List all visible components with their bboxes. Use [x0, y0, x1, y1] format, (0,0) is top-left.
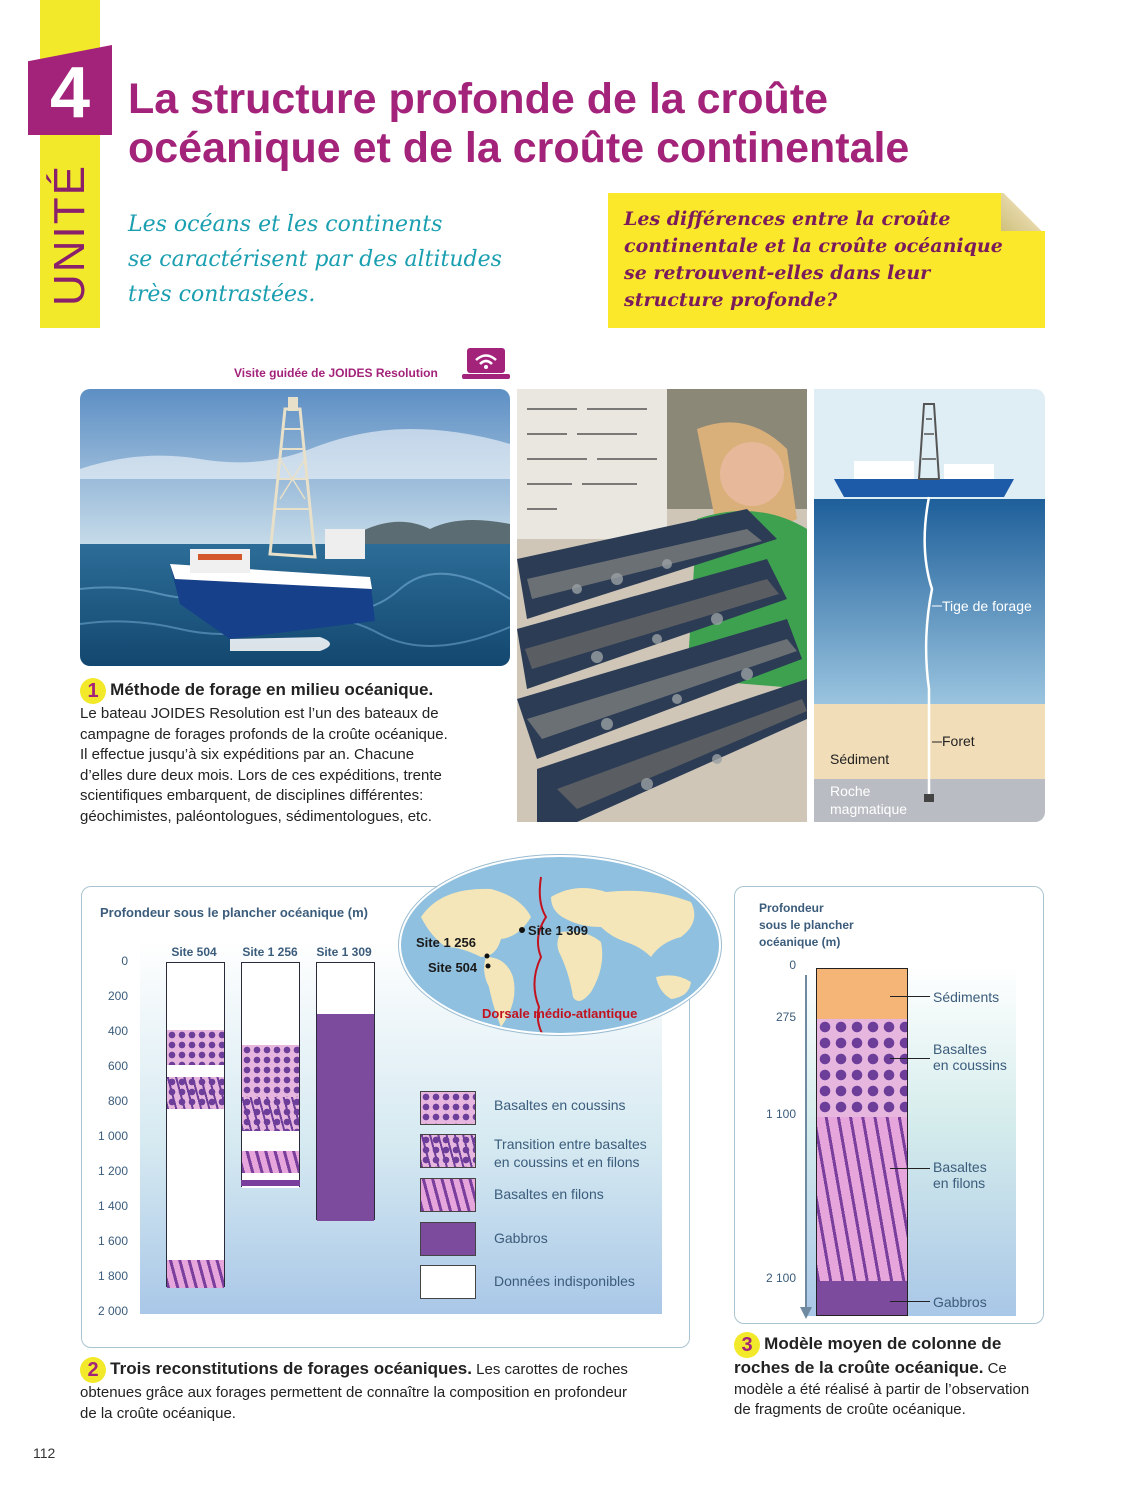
- doc1-line-6: géochimistes, paléontologues, sédimentologues, etc.: [80, 807, 432, 825]
- tick-label: 1 600: [97, 1234, 128, 1248]
- tick-label: 200: [107, 989, 128, 1003]
- title-line-2: océanique et de la croûte continentale: [128, 124, 910, 172]
- tick-label: 1 800: [97, 1269, 128, 1283]
- legend-pillow-swatch: [420, 1091, 476, 1125]
- fig3-tick: 1 100: [765, 1107, 796, 1121]
- title-line-1: La structure profonde de la croûte: [128, 75, 829, 123]
- tick-label: 800: [107, 1094, 128, 1108]
- doc1-line-3: Il effectue jusqu’à six expéditions par an. Chacune: [80, 746, 415, 763]
- doc-number-badge: 3: [734, 1332, 760, 1358]
- depth-axis-arrow: [800, 975, 812, 1320]
- gabbro-layer: [817, 1281, 907, 1316]
- legend-gabbro-label: Gabbros: [494, 1230, 548, 1246]
- tick-label: 1 000: [97, 1129, 128, 1143]
- leader-line: [890, 1168, 930, 1169]
- nodata-segment: [167, 1065, 224, 1077]
- gabbro-segment: [317, 1014, 374, 1221]
- fig3-axis-line-1: Profondeur: [759, 901, 824, 915]
- sheeted-dyke-layer: [817, 1117, 907, 1281]
- fig3-tick: 2 100: [765, 1271, 796, 1285]
- site-1309-label: Site 1 309: [316, 945, 372, 959]
- pillow-basalt-label-line-1: Basaltes: [933, 1041, 987, 1057]
- intro-text: [128, 207, 568, 312]
- tick-label: 2 000: [97, 1304, 128, 1318]
- page-title: [128, 75, 1088, 173]
- drill-bit-label: Foret: [942, 733, 975, 749]
- unit-number: 4: [49, 53, 91, 133]
- legend-nodata-label: Données indisponibles: [494, 1273, 635, 1289]
- caption-doc1: [80, 678, 510, 827]
- gabbro-label: Gabbros: [933, 1294, 987, 1310]
- fig3-axis-line-2: sous le plancher: [759, 918, 854, 932]
- tick-label: 0: [121, 954, 128, 968]
- fig3-tick: 0: [789, 958, 796, 972]
- question-line-3: se retrouvent-elles dans leur: [624, 262, 931, 284]
- site-504-label: Site 504: [171, 945, 217, 959]
- problem-question: [624, 206, 1034, 314]
- doc2-title: Trois reconstitutions de forages océaniques.: [110, 1358, 472, 1378]
- tick-label: 600: [107, 1059, 128, 1073]
- site-1309-map-label: Site 1 309: [528, 923, 588, 938]
- pillow-basalt-layer: [817, 1019, 907, 1117]
- tick-label: 400: [107, 1024, 128, 1038]
- site-504-map-label: Site 504: [428, 960, 478, 975]
- legend-pillow-label: Basaltes en coussins: [494, 1097, 626, 1113]
- doc1-line-1: Le bateau JOIDES Resolution est l’un des bateaux de: [80, 705, 439, 722]
- legend-dyke-label: Basaltes en filons: [494, 1186, 604, 1202]
- sediments-label: Sédiments: [933, 989, 1000, 1005]
- magmatic-rock-line-1: Roche: [830, 783, 871, 799]
- tick-label: 1 200: [97, 1164, 128, 1178]
- doc3-line-3: modèle a été réalisé à partir de l’observation: [734, 1380, 1030, 1398]
- unit-word-text: UNITÉ: [45, 164, 94, 306]
- site-1256-map-label: Site 1 256: [416, 935, 476, 950]
- fig3-tick: 275: [775, 1010, 796, 1024]
- doc1-title: Méthode de forage en milieu océanique.: [110, 679, 434, 699]
- site-1309-column: [316, 962, 375, 1220]
- transition-segment: [242, 1097, 299, 1131]
- doc3-line-4: de fragments de croûte océanique.: [734, 1401, 966, 1418]
- doc1-line-4: d’elles dure deux mois. Lors de ces expéditions, trente: [80, 766, 442, 784]
- legend-transition-swatch: [420, 1134, 476, 1168]
- magmatic-rock-line-2: magmatique: [830, 801, 908, 817]
- question-line-2: continentale et la croûte océanique: [624, 235, 1003, 257]
- visit-link[interactable]: Visite guidée de JOIDES Resolution: [234, 366, 438, 380]
- doc-number-badge: 2: [80, 1357, 106, 1383]
- caption-doc3: [734, 1332, 1054, 1421]
- doc2-text-start: Les carottes de roches: [476, 1360, 628, 1378]
- magmatic-rock-label: [830, 782, 907, 818]
- nodata-segment: [242, 1131, 299, 1151]
- sheeted-dyke-segment: [242, 1151, 299, 1173]
- fig3-axis-line-3: océanique (m): [759, 935, 841, 949]
- caption-doc2: [80, 1357, 700, 1424]
- legend-transition-label: [494, 1135, 647, 1171]
- leader-line: [890, 996, 930, 997]
- sheeted-dyke-segment: [167, 1260, 224, 1288]
- nodata-segment: [317, 963, 374, 1014]
- intro-line-3: très contrastées.: [128, 282, 316, 307]
- average-crust-column: [816, 968, 908, 1316]
- doc3-title-line-2: roches de la croûte océanique.: [734, 1358, 984, 1377]
- intro-line-1: Les océans et les continents: [128, 212, 443, 237]
- unit-word: [40, 150, 100, 320]
- legend-nodata-swatch: [420, 1265, 476, 1299]
- site-1256-column: [241, 962, 300, 1187]
- sheeted-dyke-label: [933, 1159, 987, 1191]
- sediment-layer: [817, 969, 907, 1019]
- pillow-basalt-label-line-2: en coussins: [933, 1057, 1007, 1073]
- legend-gabbro-swatch: [420, 1222, 476, 1256]
- site-1256-label: Site 1 256: [242, 945, 298, 959]
- doc3-title-line-1: Modèle moyen de colonne de: [764, 1333, 1002, 1353]
- laptop-wifi-icon[interactable]: [462, 346, 510, 382]
- leader-line: [890, 1301, 930, 1302]
- tick-label: 1 400: [97, 1199, 128, 1213]
- pillow-basalt-segment: [167, 1030, 224, 1065]
- fig3-axis-title: [759, 900, 854, 951]
- doc-number-badge: 1: [80, 678, 106, 704]
- transition-segment: [167, 1077, 224, 1109]
- legend-dyke-swatch: [420, 1178, 476, 1212]
- doc2-line-3: de la croûte océanique.: [80, 1404, 236, 1422]
- page-number: 112: [33, 1445, 56, 1461]
- mid-atlantic-ridge-label: Dorsale médio-atlantique: [482, 1006, 638, 1021]
- intro-line-2: se caractérisent par des altitudes: [128, 247, 502, 272]
- pillow-basalt-segment: [242, 1045, 299, 1097]
- question-line-1: Les différences entre la croûte: [624, 208, 951, 230]
- doc1-line-2: campagne de forages profonds de la croûte océanique.: [80, 725, 448, 743]
- sheeted-dyke-label-line-2: en filons: [933, 1175, 986, 1191]
- nodata-segment: [167, 963, 224, 1030]
- site-1256-bottom-band: [241, 1180, 300, 1186]
- pillow-basalt-label: [933, 1041, 1007, 1073]
- sheeted-dyke-label-line-1: Basaltes: [933, 1159, 987, 1175]
- site-504-column: [166, 962, 225, 1287]
- ship-photo: [80, 389, 510, 666]
- doc2-line-2: obtenues grâce aux forages permettent de connaître la composition en profondeur: [80, 1384, 628, 1401]
- doc3-text-start: Ce: [987, 1360, 1007, 1377]
- sediment-label: Sédiment: [830, 751, 890, 767]
- drill-pipe-label: Tige de forage: [942, 598, 1032, 614]
- depth-axis-title: Profondeur sous le plancher océanique (m): [100, 905, 368, 920]
- legend-transition-line-1: Transition entre basaltes: [494, 1136, 647, 1152]
- legend-transition-line-2: en coussins et en filons: [494, 1154, 640, 1170]
- nodata-segment: [242, 963, 299, 1045]
- lab-photo: [517, 389, 807, 822]
- nodata-segment: [167, 1109, 224, 1260]
- question-line-4: structure profonde?: [624, 289, 838, 311]
- leader-line: [890, 1058, 930, 1059]
- doc1-line-5: scientifiques embarquent, de disciplines différentes:: [80, 787, 424, 804]
